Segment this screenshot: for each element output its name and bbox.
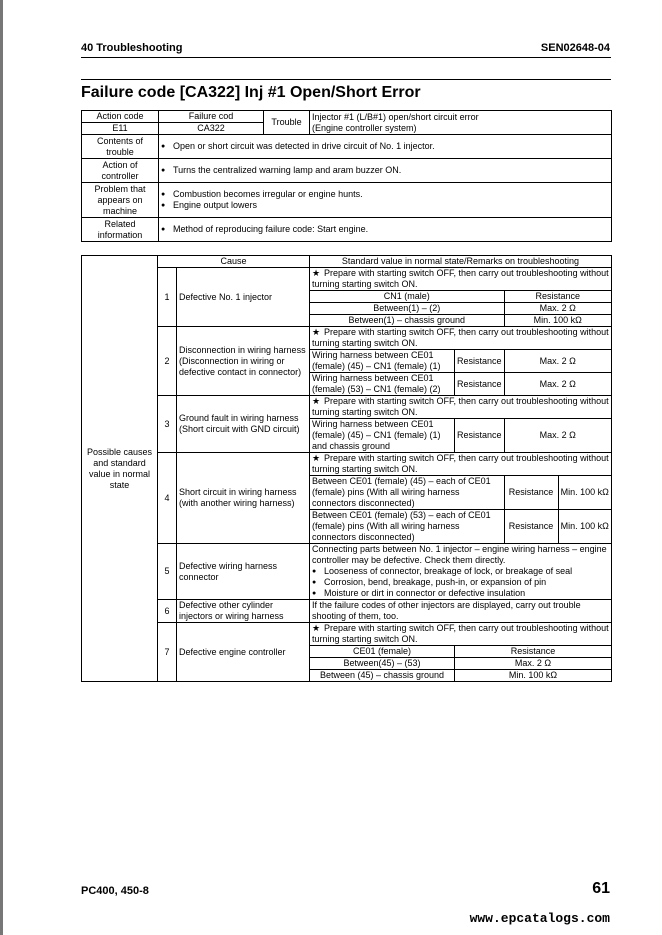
related-text: ● Method of reproducing failure code: Start engine. [159,218,612,242]
resistance-label: Resistance [455,373,505,396]
contents-text: ● Open or short circuit was detected in drive circuit of No. 1 injector. [159,135,612,159]
inspection-cell [310,544,612,600]
prep-note: ★ Prepare with starting switch OFF, then carry out troubleshooting without turning starting switch ON. [310,396,612,419]
action-label: Action of controller [82,159,159,183]
cause-number: 3 [158,396,177,453]
standard-value: Max. 2 Ω [504,303,611,315]
failure-summary-table [81,110,612,242]
title-rule [81,79,611,80]
remark-text: If the failure codes of other injectors are displayed, carry out trouble shooting of them, too. [310,600,612,623]
cause-text: Ground fault in wiring harness (Short circuit with GND circuit) [177,396,310,453]
trouble-line-1: Injector #1 (L/B#1) open/short circuit error [312,111,479,122]
cause-number: 7 [158,623,177,682]
cause-header: Cause [158,256,310,268]
action-code-label: Action code [82,111,159,123]
cause-number: 1 [158,268,177,327]
measurement-point: Between CE01 (female) (45) – each of CE01 (female) pins (With all wiring harness connectors disconnected) [310,476,505,510]
resistance-label: Resistance [455,419,505,453]
resistance-header: Resistance [455,646,612,658]
inspection-item: ● Moisture or dirt in connector or defective insulation [312,588,609,599]
measurement-point: Wiring harness between CE01 (female) (45) – CN1 (female) (1) [310,350,455,373]
page-edge [0,0,3,935]
possible-causes-label: Possible causes and standard value in normal state [82,256,158,682]
standard-value: Min. 100 kΩ [558,510,611,544]
problem-item-1: ● Combustion becomes irregular or engine hunts. [161,189,609,200]
cause-number: 2 [158,327,177,396]
document-id: SEN02648-04 [540,42,610,54]
standard-value: Min. 100 kΩ [455,670,612,682]
connector-header: CE01 (female) [310,646,455,658]
trouble-line-2: (Engine controller system) [312,122,417,133]
cause-number: 4 [158,453,177,544]
related-label: Related information [82,218,159,242]
cause-number: 5 [158,544,177,600]
page-number: 61 [592,880,610,897]
model-label: PC400, 450-8 [81,885,149,897]
trouble-description [310,111,612,135]
measurement-point: Between(45) – (53) [310,658,455,670]
measurement-point: Between (45) – chassis ground [310,670,455,682]
cause-number: 6 [158,600,177,623]
standard-value: Max. 2 Ω [504,373,611,396]
measurement-point: Wiring harness between CE01 (female) (45) – CN1 (female) (1) and chassis ground [310,419,455,453]
problem-label: Problem that appears on machine [82,183,159,218]
cause-text: Defective No. 1 injector [177,268,310,327]
standard-value: Min. 100 kΩ [558,476,611,510]
action-code-value: E11 [82,123,159,135]
resistance-label: Resistance [504,510,558,544]
prep-note: ★ Prepare with starting switch OFF, then carry out troubleshooting without turning starting switch ON. [310,327,612,350]
action-text: ● Turns the centralized warning lamp and aram buzzer ON. [159,159,612,183]
measurement-point: Between CE01 (female) (53) – each of CE01 (female) pins (With all wiring harness connectors disconnected) [310,510,505,544]
watermark-link[interactable]: www.epcatalogs.com [469,911,610,926]
prep-note: ★ Prepare with starting switch OFF, then carry out troubleshooting without turning starting switch ON. [310,623,612,646]
standard-value: Min. 100 kΩ [504,315,611,327]
standard-value: Max. 2 Ω [504,350,611,373]
header-rule [81,57,611,58]
section-header: 40 Troubleshooting [81,42,183,54]
connector-header: CN1 (male) [310,291,505,303]
trouble-label: Trouble [264,111,310,135]
failure-code-value: CA322 [159,123,264,135]
measurement-point: Between(1) – (2) [310,303,505,315]
problem-cell [159,183,612,218]
measurement-point: Wiring harness between CE01 (female) (53) – CN1 (female) (2) [310,373,455,396]
inspection-item: ● Looseness of connector, breakage of lock, or breakage of seal [312,566,609,577]
cause-text: Short circuit in wiring harness (with another wiring harness) [177,453,310,544]
page-title: Failure code [CA322] Inj #1 Open/Short Error [81,84,421,101]
failure-code-label: Failure cod [159,111,264,123]
resistance-label: Resistance [504,476,558,510]
prep-note: ★ Prepare with starting switch OFF, then carry out troubleshooting without turning starting switch ON. [310,268,612,291]
problem-item-2: ● Engine output lowers [161,200,609,211]
inspection-intro: Connecting parts between No. 1 injector – engine wiring harness – engine controller may be defective. Check them directly. [312,544,607,565]
contents-label: Contents of trouble [82,135,159,159]
cause-text: Defective other cylinder injectors or wiring harness [177,600,310,623]
measurement-point: Between(1) – chassis ground [310,315,505,327]
cause-text: Disconnection in wiring harness (Disconnection in wiring or defective contact in connector) [177,327,310,396]
standard-value: Max. 2 Ω [504,419,611,453]
resistance-label: Resistance [455,350,505,373]
cause-text: Defective engine controller [177,623,310,682]
standard-header: Standard value in normal state/Remarks on troubleshooting [310,256,612,268]
standard-value: Max. 2 Ω [455,658,612,670]
causes-table [81,255,612,682]
cause-text: Defective wiring harness connector [177,544,310,600]
inspection-item: ● Corrosion, bend, breakage, push-in, or expansion of pin [312,577,609,588]
prep-note: ★ Prepare with starting switch OFF, then carry out troubleshooting without turning starting switch ON. [310,453,612,476]
resistance-header: Resistance [504,291,611,303]
